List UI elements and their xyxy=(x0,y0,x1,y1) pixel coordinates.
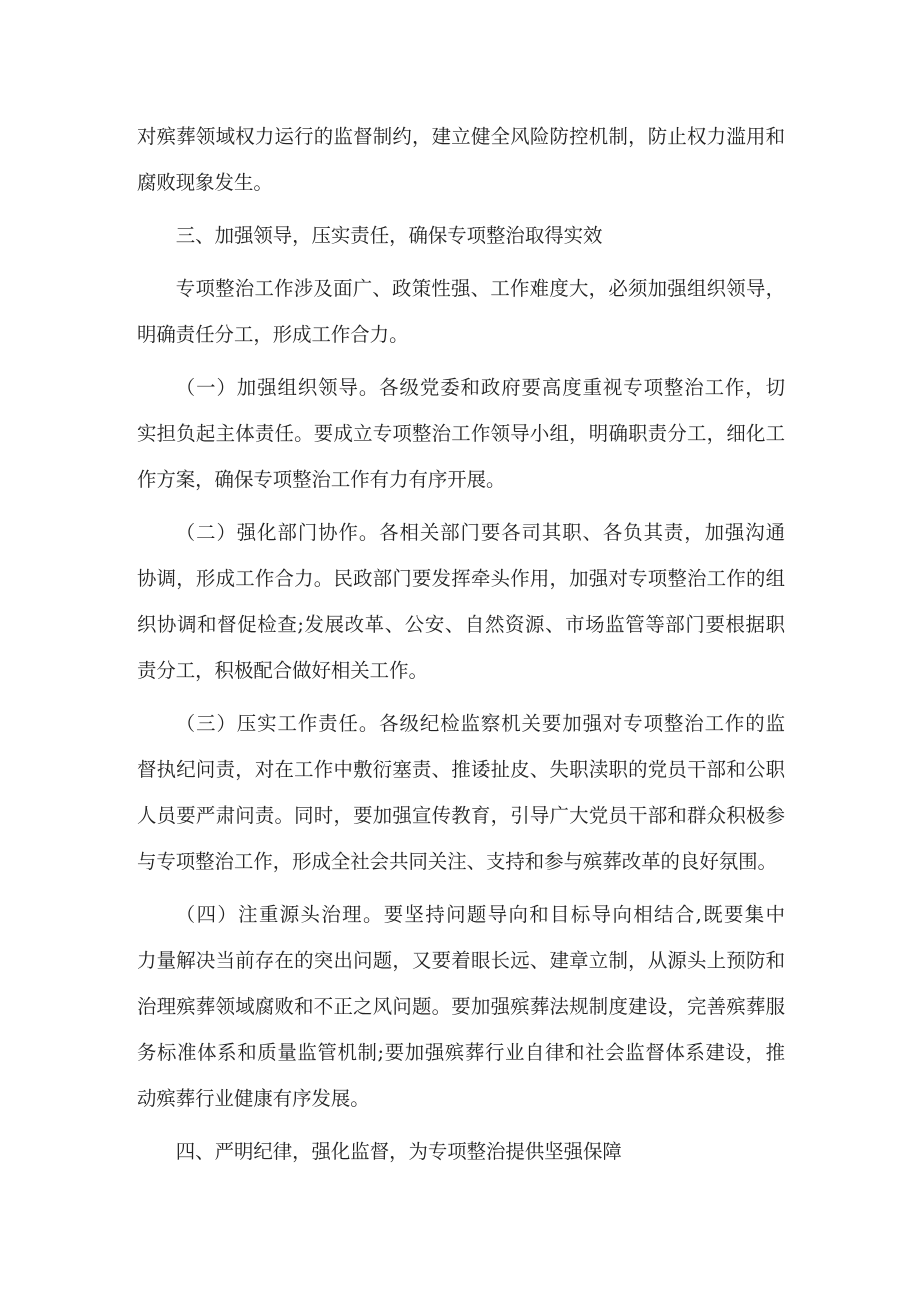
paragraph xyxy=(137,701,785,885)
section-heading xyxy=(137,1129,785,1175)
paragraph-line: 人员要严肃问责。同时，要加强宣传教育，引导广大党员干部和群众积极参 xyxy=(137,804,785,827)
document-body xyxy=(137,114,785,1175)
paragraph-line: 务标准体系和质量监管机制;要加强殡葬行业自律和社会监督体系建设，推 xyxy=(137,1041,785,1064)
paragraph-line: 专项整治工作涉及面广、政策性强、工作难度大，必须加强组织领导， xyxy=(175,277,785,300)
paragraph-line: 协调，形成工作合力。民政部门要发挥牵头作用，加强对专项整治工作的组 xyxy=(137,567,785,590)
section-heading xyxy=(137,213,785,259)
paragraph xyxy=(137,365,785,503)
paragraph-line: （二）强化部门协作。各相关部门要各司其职、各负其责，加强沟通 xyxy=(175,521,785,544)
paragraph xyxy=(137,892,785,1122)
section-heading-line: 三、加强领导，压实责任，确保专项整治取得实效 xyxy=(175,224,603,247)
paragraph-line: 责分工，积极配合做好相关工作。 xyxy=(137,659,428,682)
paragraph-line: 腐败现象发生。 xyxy=(137,171,273,194)
paragraph-line: 力量解决当前存在的突出问题，又要着眼长远、建章立制，从源头上预防和 xyxy=(137,949,785,972)
paragraph-line: （四）注重源头治理。要坚持问题导向和目标导向相结合,既要集中 xyxy=(175,903,785,926)
paragraph xyxy=(137,114,785,206)
section-heading-line: 四、严明纪律，强化监督，为专项整治提供坚强保障 xyxy=(175,1140,622,1163)
paragraph-line: （一）加强组织领导。各级党委和政府要高度重视专项整治工作，切 xyxy=(175,376,785,399)
paragraph xyxy=(137,266,785,358)
paragraph-line: （三）压实工作责任。各级纪检监察机关要加强对专项整治工作的监 xyxy=(175,712,785,735)
paragraph-line: 与专项整治工作，形成全社会共同关注、支持和参与殡葬改革的良好氛围。 xyxy=(137,850,777,873)
paragraph-line: 织协调和督促检查;发展改革、公安、自然资源、市场监管等部门要根据职 xyxy=(137,613,785,636)
paragraph-line: 动殡葬行业健康有序发展。 xyxy=(137,1087,370,1110)
paragraph-line: 对殡葬领域权力运行的监督制约，建立健全风险防控机制，防止权力滥用和 xyxy=(137,125,785,148)
paragraph-line: 明确责任分工，形成工作合力。 xyxy=(137,323,409,346)
paragraph-line: 实担负起主体责任。要成立专项整治工作领导小组，明确职责分工，细化工 xyxy=(137,422,785,445)
paragraph-line: 作方案，确保专项整治工作有力有序开展。 xyxy=(137,468,506,491)
paragraph-line: 督执纪问责，对在工作中敷衍塞责、推诿扯皮、失职渎职的党员干部和公职 xyxy=(137,758,785,781)
paragraph-line: 治理殡葬领域腐败和不正之风问题。要加强殡葬法规制度建设，完善殡葬服 xyxy=(137,995,785,1018)
paragraph xyxy=(137,510,785,694)
